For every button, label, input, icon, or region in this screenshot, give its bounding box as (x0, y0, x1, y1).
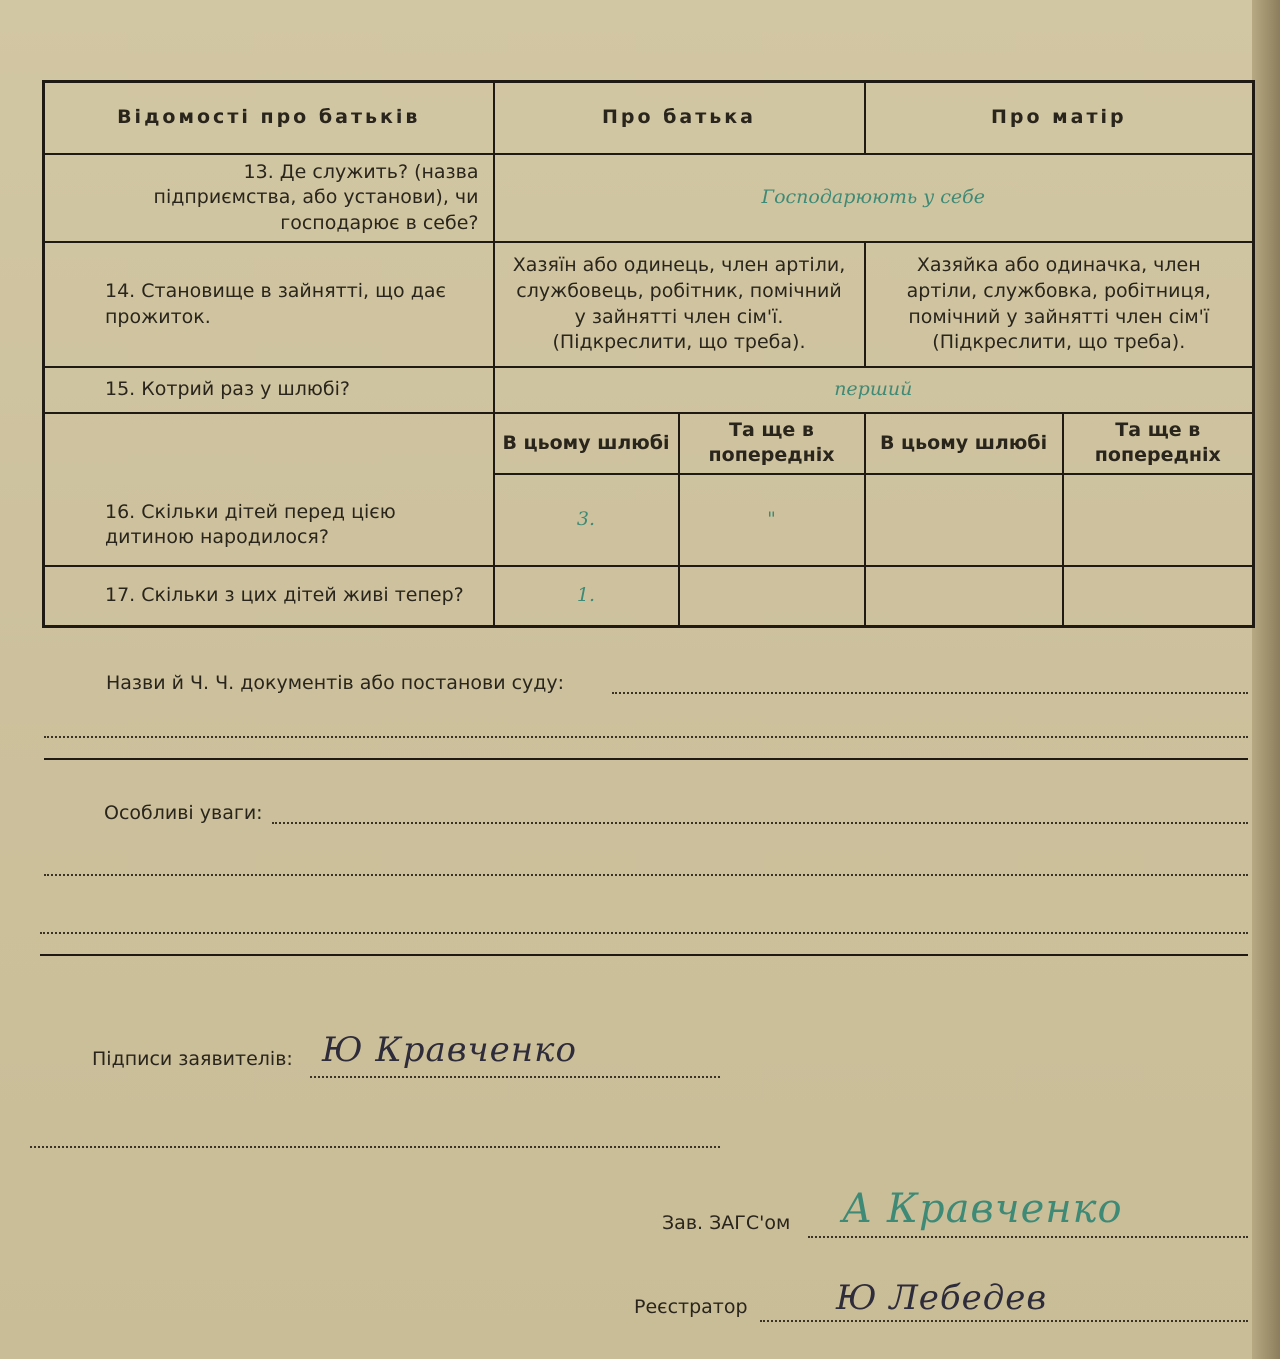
zags-head-signature: А Кравченко (842, 1186, 1123, 1232)
mother-children-prev-16 (1063, 474, 1254, 567)
applicants-line-2 (30, 1146, 720, 1148)
header-mother: Про матір (865, 82, 1254, 154)
question-14: 14. Становище в зайнятті, що дає прожиток. (44, 242, 494, 367)
father-children-prev-16: " (679, 474, 865, 567)
father-alive-prev-17 (679, 566, 865, 626)
applicants-signature-label: Підписи заявителів: (92, 1048, 293, 1070)
parents-info-table (42, 80, 1255, 628)
documents-label: Назви й Ч. Ч. документів або постанови суду: (106, 672, 565, 694)
answer-15: перший (494, 367, 1254, 413)
mother-alive-prev-17 (1063, 566, 1254, 626)
question-13: 13. Де служить? (назва підприємства, або установи), чи господарює в себе? (44, 154, 494, 242)
registrar-line (760, 1320, 1248, 1322)
documents-line-2 (44, 736, 1248, 738)
question-17: 17. Скільки з цих дітей живі тепер? (44, 566, 494, 626)
divider-2 (40, 954, 1248, 956)
documents-line-1 (612, 692, 1248, 694)
remarks-line-2 (44, 874, 1248, 876)
zags-head-line (808, 1236, 1248, 1238)
answer-13: Господарюють у себе (494, 154, 1254, 242)
applicants-signature: Ю Кравченко (322, 1030, 577, 1070)
header-parents-info: Відомості про батьків (44, 82, 494, 154)
subheader-mother-this: В цьому шлюбі (865, 413, 1063, 473)
divider-1 (44, 758, 1248, 760)
applicants-line-1 (310, 1076, 720, 1078)
zags-head-label: Зав. ЗАГС'ом (662, 1212, 791, 1234)
subheader-father-this: В цьому шлюбі (494, 413, 679, 473)
father-options-14: Хазяїн або одинець, член артіли, службовець, робітник, помічний у зайнятті член сім'ї. (Підкреслити, що треба). (494, 242, 865, 367)
page-edge (1252, 0, 1280, 1359)
father-alive-this-17: 1. (494, 566, 679, 626)
question-15: 15. Котрий раз у шлюбі? (44, 367, 494, 413)
remarks-label: Особливі уваги: (104, 802, 263, 824)
subheader-father-prev: Та ще в попередніх (679, 413, 865, 473)
mother-alive-this-17 (865, 566, 1063, 626)
subheader-mother-prev: Та ще в попередніх (1063, 413, 1254, 473)
father-children-this-16: 3. (494, 474, 679, 567)
mother-options-14: Хазяйка або одиначка, член артіли, службовка, робітниця, помічний у зайнятті член сім'ї (Підкреслити, що треба). (865, 242, 1254, 367)
registrar-label: Реєстратор (634, 1296, 748, 1318)
mother-children-this-16 (865, 474, 1063, 567)
question-16: 16. Скільки дітей перед цією дитиною народилося? (44, 413, 494, 566)
remarks-line-3 (40, 932, 1248, 934)
remarks-line-1 (272, 822, 1248, 824)
header-father: Про батька (494, 82, 865, 154)
registrar-signature: Ю Лебедев (836, 1278, 1048, 1318)
